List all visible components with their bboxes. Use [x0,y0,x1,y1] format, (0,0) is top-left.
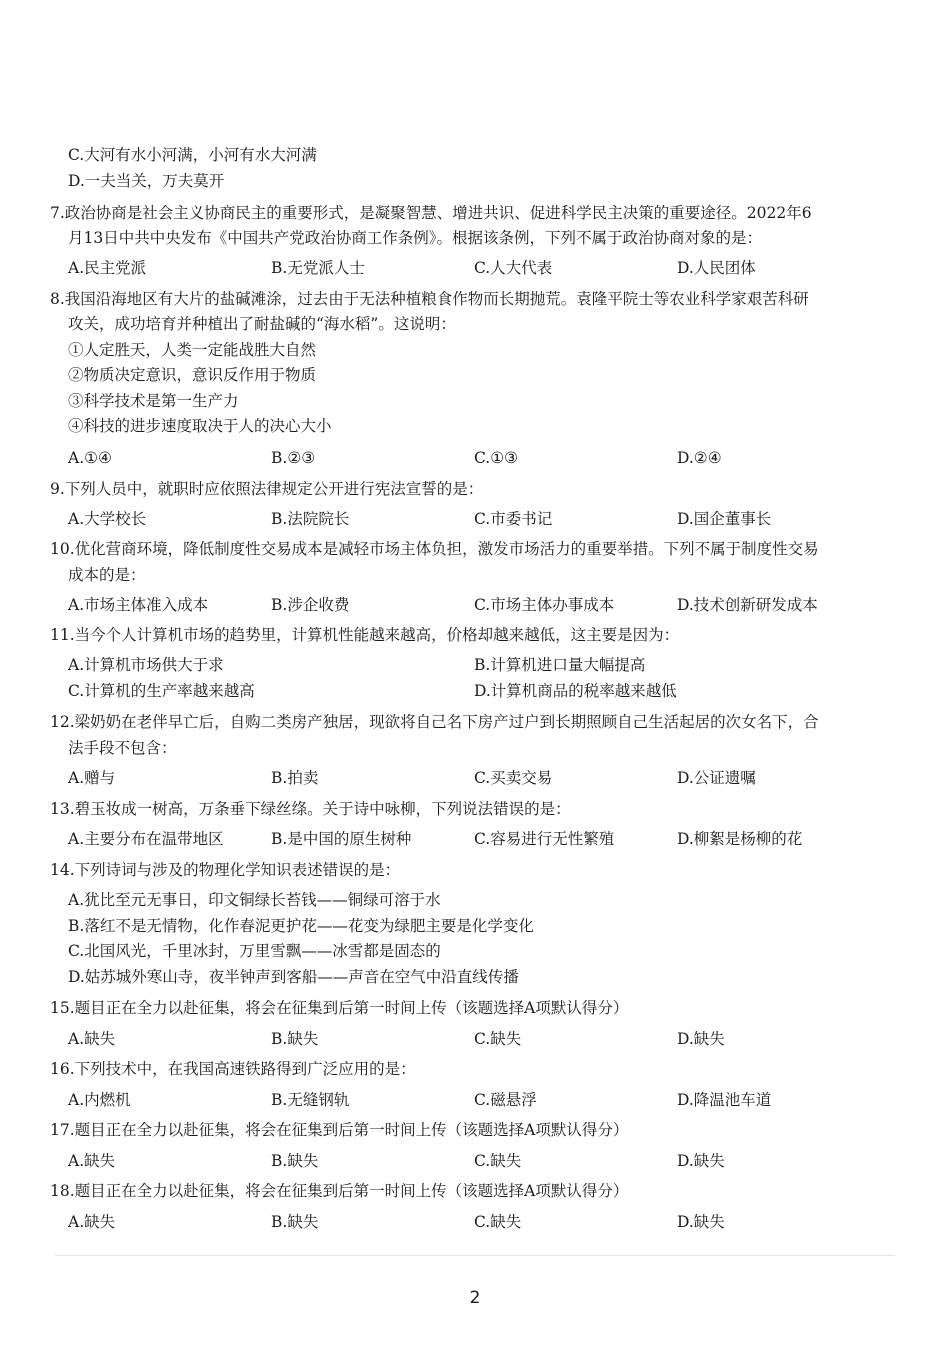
question-8-text-cont: 攻关，成功培育并种植出了耐盐碱的“海水稻”。这说明： [68,315,456,333]
question-11-option-b: B.计算机进口量大幅提高 [474,656,646,674]
question-15-option-a: A.缺失 [68,1030,116,1048]
question-9-option-d: D.国企董事长 [677,510,772,528]
question-12-text-cont: 法手段不包含： [68,739,177,757]
question-8-item-2: ②物质决定意识，意识反作用于物质 [68,366,317,384]
question-16-option-c: C.磁悬浮 [474,1091,537,1109]
question-11-option-a: A.计算机市场供大于求 [68,656,224,674]
question-16-option-d: D.降温池车道 [677,1091,772,1109]
question-18-option-a: A.缺失 [68,1213,116,1231]
question-8-option-b: B.②③ [271,449,316,467]
question-18-option-b: B.缺失 [271,1213,319,1231]
question-14-option-b: B.落红不是无情物，化作春泥更护花——花变为绿肥主要是化学变化 [68,917,534,935]
question-7-text-cont: 月13日中共中央发布《中国共产党政治协商工作条例》。根据该条例，下列不属于政治协商对象的是： [68,229,762,247]
question-12-option-d: D.公证遗嘱 [677,769,756,787]
question-8-text: 8.我国沿海地区有大片的盐碱滩涂，过去由于无法种植粮食作物而长期抛荒。袁隆平院士等农业科学家艰苦科研 [50,290,809,308]
question-13-text: 13.碧玉妆成一树高，万条垂下绿丝绦。关于诗中咏柳，下列说法错误的是： [50,800,571,818]
option-c: C.大河有水小河满，小河有水大河满 [68,146,317,164]
question-7-option-a: A.民主党派 [68,259,147,277]
question-17-option-b: B.缺失 [271,1152,319,1170]
page-number: 2 [469,1288,481,1308]
question-8-item-1: ①人定胜天，人类一定能战胜大自然 [68,341,317,359]
question-7-option-c: C.人大代表 [474,259,553,277]
question-8-option-d: D.②④ [677,449,722,467]
question-7-option-b: B.无党派人士 [271,259,365,277]
question-10-option-c: C.市场主体办事成本 [474,596,615,614]
question-17-text: 17.题目正在全力以赴征集，将会在征集到后第一时间上传（该题选择A项默认得分） [50,1121,629,1139]
question-13-option-d: D.柳絮是杨柳的花 [677,830,803,848]
question-9-option-c: C.市委书记 [474,510,553,528]
question-15-option-b: B.缺失 [271,1030,319,1048]
question-10-text-cont: 成本的是： [68,566,146,584]
question-15-text: 15.题目正在全力以赴征集，将会在征集到后第一时间上传（该题选择A项默认得分） [50,999,629,1017]
question-14-text: 14.下列诗词与涉及的物理化学知识表述错误的是： [50,861,401,879]
question-9-option-a: A.大学校长 [68,510,147,528]
question-14-option-d: D.姑苏城外寒山寺，夜半钟声到客船——声音在空气中沿直线传播 [68,968,519,986]
question-18-option-d: D.缺失 [677,1213,725,1231]
question-10-option-a: A.市场主体准入成本 [68,596,209,614]
question-10-text: 10.优化营商环境，降低制度性交易成本是减轻市场主体负担，激发市场活力的重要举措。下列不属于制度性交易 [50,540,819,558]
question-8-option-c: C.①③ [474,449,519,467]
question-11-text: 11.当今个人计算机市场的趋势里，计算机性能越来越高，价格却越来越低，这主要是因为： [50,626,680,644]
question-12-option-c: C.买卖交易 [474,769,553,787]
question-18-text: 18.题目正在全力以赴征集，将会在征集到后第一时间上传（该题选择A项默认得分） [50,1182,629,1200]
question-12-option-b: B.拍卖 [271,769,319,787]
footer-divider [55,1255,895,1256]
question-9-text: 9.下列人员中，就职时应依照法律规定公开进行宪法宣誓的是： [50,480,484,498]
question-17-option-d: D.缺失 [677,1152,725,1170]
question-17-option-a: A.缺失 [68,1152,116,1170]
question-8-option-a: A.①④ [68,449,112,467]
question-8-item-3: ③科学技术是第一生产力 [68,392,239,410]
question-14-option-c: C.北国风光，千里冰封，万里雪飘——冰雪都是固态的 [68,942,441,960]
question-16-option-a: A.内燃机 [68,1091,131,1109]
question-13-option-c: C.容易进行无性繁殖 [474,830,615,848]
question-16-option-b: B.无缝钢轨 [271,1091,350,1109]
question-11-option-c: C.计算机的生产率越来越高 [68,682,255,700]
option-d: D.一夫当关，万夫莫开 [68,172,225,190]
question-15-option-d: D.缺失 [677,1030,725,1048]
question-7-option-d: D.人民团体 [677,259,756,277]
question-15-option-c: C.缺失 [474,1030,522,1048]
question-12-option-a: A.赠与 [68,769,116,787]
question-8-item-4: ④科技的进步速度取决于人的决心大小 [68,417,332,435]
question-10-option-b: B.涉企收费 [271,596,350,614]
question-13-option-a: A.主要分布在温带地区 [68,830,224,848]
question-16-text: 16.下列技术中，在我国高速铁路得到广泛应用的是： [50,1060,416,1078]
question-14-option-a: A.犹比至元无事日，印文铜绿长苔钱——铜绿可溶于水 [68,891,441,909]
question-18-option-c: C.缺失 [474,1213,522,1231]
question-12-text: 12.梁奶奶在老伴早亡后，自购二类房产独居，现欲将自己名下房产过户到长期照顾自己生活起居的次女名下，合 [50,713,819,731]
question-11-option-d: D.计算机商品的税率越来越低 [474,682,677,700]
question-13-option-b: B.是中国的原生树种 [271,830,412,848]
question-17-option-c: C.缺失 [474,1152,522,1170]
question-9-option-b: B.法院院长 [271,510,350,528]
question-10-option-d: D.技术创新研发成本 [677,596,818,614]
question-7-text: 7.政治协商是社会主义协商民主的重要形式，是凝聚智慧、增进共识、促进科学民主决策的重要途径。2022年6 [50,204,812,222]
